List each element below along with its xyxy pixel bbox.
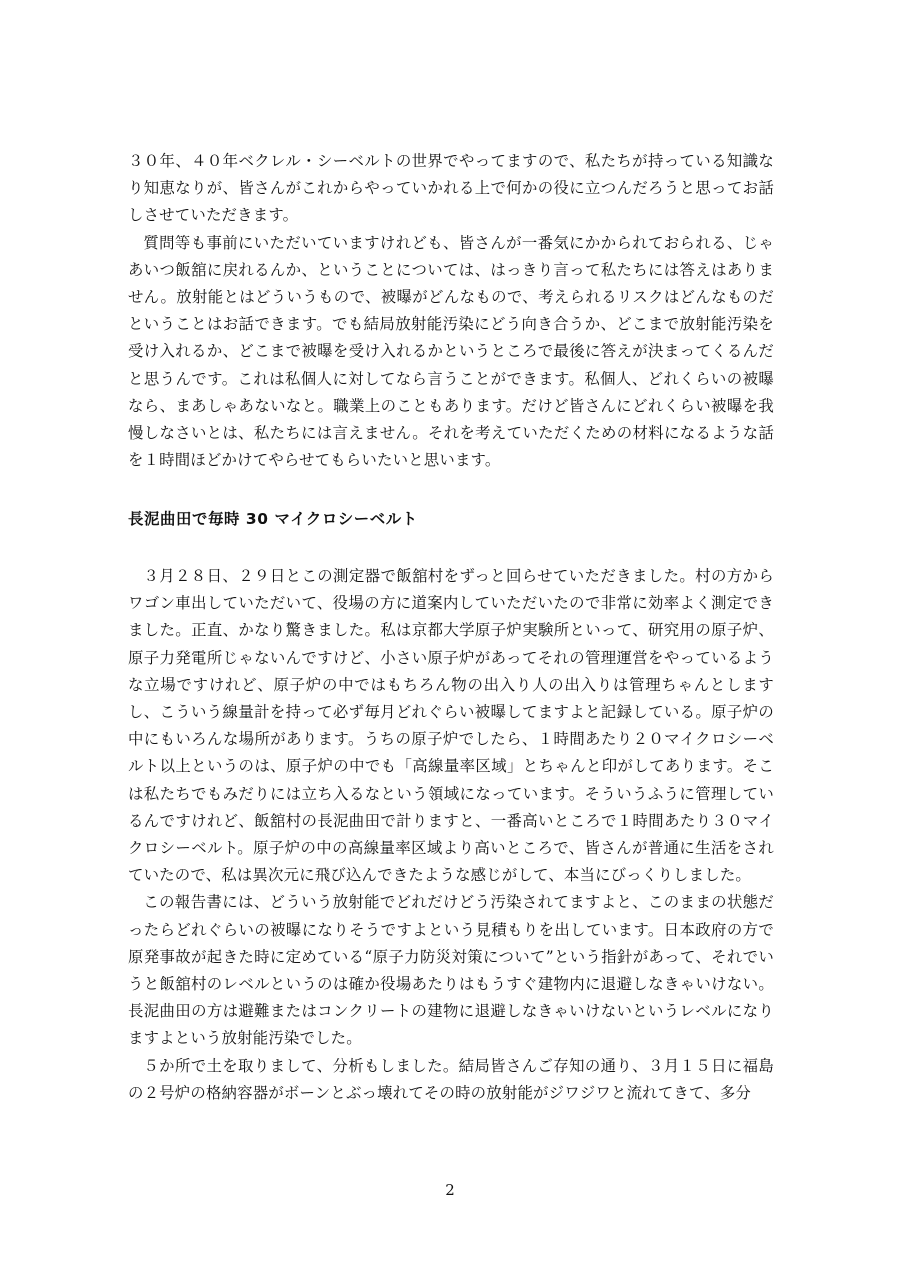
paragraph-report: この報告書には、どういう放射能でどれだけどう汚染されてますよと、このままの状態だったらどれぐらいの被曝になりそうですよという見積もりを出しています。日本政府の方で原発事故が起きた時に定めている“原子力防災対策について”という指針があって、それでいうと飯舘村のレベルというのは確か役場あたりはもうすぐ建物内に退避しなきゃいけない。長泥曲田の方は避難またはコンクリートの建物に退避しなきゃいけないというレベルになりますよという放射能汚染でした。 xyxy=(128,893,774,1048)
page-number: 2 xyxy=(445,1181,455,1199)
section-heading-block xyxy=(128,506,774,533)
paragraph-intro: ３０年、４０年ベクレル・シーベルトの世界でやってますので、私たちが持っている知識なり知恵なりが、皆さんがこれからやっていかれる上で何かの役に立つんだろうと思ってお話しさせていただきます。 xyxy=(128,152,774,225)
paragraph-soil-analysis: ５か所で土を取りまして、分析もしました。結局皆さんご存知の通り、３月１５日に福島の２号炉の格納容器がボーンとぶっ壊れてその時の放射能がジワジワと流れてきて、多分 xyxy=(128,1056,774,1102)
paragraph-questions: 質問等も事前にいただいていますけれども、皆さんが一番気にかかられておられる、じゃあいつ飯舘に戻れるんか、ということについては、はっきり言って私たちには答えはありません。放射能とはどういうもので、被曝がどんなもので、考えられるリスクはどんなものだということはお話できます。でも結局放射能汚染にどう向き合うか、どこまで放射能汚染を受け入れるか、どこまで被曝を受け入れるかというところで最後に答えが決まってくるんだと思うんです。これは私個人に対してなら言うことができます。私個人、どれくらいの被曝なら、まあしゃあないなと。職業上のこともあります。だけど皆さんにどれくらい被曝を我慢しなさいとは、私たちには言えません。それを考えていただくための材料になるような話を１時間ほどかけてやらせてもらいたいと思います。 xyxy=(128,233,774,470)
measurement-section xyxy=(128,563,774,1107)
section-heading: 長泥曲田で毎時 30 マイクロシーベルト xyxy=(128,510,418,528)
intro-section xyxy=(128,148,774,474)
paragraph-measurement: ３月２８日、２９日とこの測定器で飯舘村をずっと回らせていただきました。村の方からワゴン車出していただいて、役場の方に道案内していただいたので非常に効率よく測定できました。正直、かなり驚きました。私は京都大学原子炉実験所といって、研究用の原子炉、原子力発電所じゃないんですけど、小さい原子炉があってそれの管理運営をやっているような立場ですけれど、原子炉の中ではもちろん物の出入り人の出入りは管理ちゃんとしますし、こういう線量計を持って必ず毎月どれぐらい被曝してますよと記録している。原子炉の中にもいろんな場所があります。うちの原子炉でしたら、１時間あたり２０マイクロシーベルト以上というのは、原子炉の中でも「高線量率区域」とちゃんと印がしてあります。そこは私たちでもみだりには立ち入るなという領域になっています。そういうふうに管理しているんですけれど、飯舘村の長泥曲田で計りますと、一番高いところで１時間あたり３０マイクロシーベルト。原子炉の中の高線量率区域より高いところで、皆さんが普通に生活をされていたので、私は異次元に飛び込んできたような感じがして、本当にびっくりしました。 xyxy=(128,567,774,885)
